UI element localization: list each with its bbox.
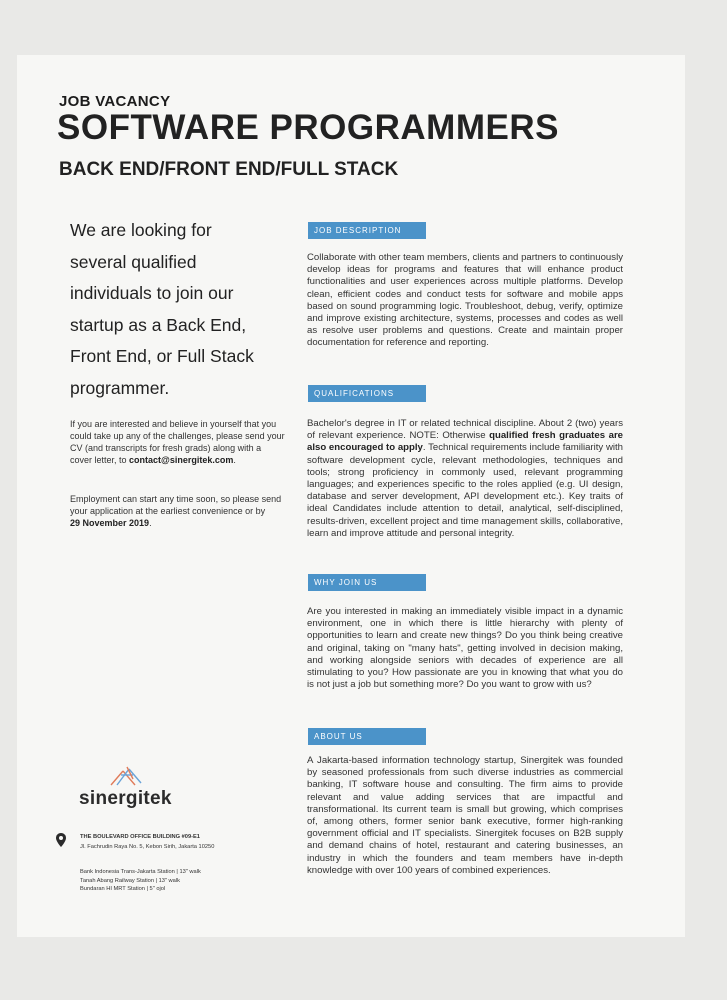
contact-email-link[interactable]: contact@sinergitek.com xyxy=(129,455,234,465)
office-street: Jl. Fachrudin Raya No. 5, Kebon Sirih, Jakarta 10250 xyxy=(80,844,215,850)
company-logo-wordmark: sinergitek xyxy=(79,788,172,809)
station-item: Tanah Abang Railway Station | 13" walk xyxy=(80,877,180,884)
section-heading-about-us: ABOUT US xyxy=(308,728,426,745)
vacancy-flyer xyxy=(17,55,685,937)
application-deadline: 29 November 2019 xyxy=(70,518,150,528)
station-item: Bundaran HI MRT Station | 5" ojol xyxy=(80,886,166,892)
location-pin-icon xyxy=(56,833,66,847)
page-title: SOFTWARE PROGRAMMERS xyxy=(57,108,559,147)
office-building: THE BOULEVARD OFFICE BUILDING #09-E1 xyxy=(80,834,200,840)
why-join-us-text: Are you interested in making an immediately visible impact in a dynamic environment, one in which there is little hierarchy with plenty of opportunities to learn and create new things? Do you think being creative and original, taking on "many hats", getting involved in decision making, and working alongside seniors with decades of experience are all stimulating to you? How passionate are you in knowing that what you do is not just a job but something more? Do you want to grow with us? xyxy=(307,606,623,691)
about-us-text: A Jakarta-based information technology startup, Sinergitek was founded by seasoned professionals from such diverse industries as commercial banking, IT software house and consulting. The firm aims to provide relevant and value adding services that are impactful and transformational. Its current team is small but growing, which comprises of, among others, former senior bank executive, former high-ranking government official and IT specialists. Sinergitek focuses on B2B supply and demand chains of hotel, restaurant and catering businesses, an industry in which the founders and team members have in-depth knowledge with over 100 years of combined experiences. xyxy=(307,755,623,876)
section-heading-job-description: JOB DESCRIPTION xyxy=(308,222,426,239)
qualifications-text: Bachelor's degree in IT or related technical discipline. About 2 (two) years of relevant experience. NOTE: Otherwise qualified fresh graduates are also encouraged to apply. Technical requirements include familiarity with software development cycle, relevant methodologies, techniques and tools; strong proficiency in commonly used, relevant programming languages; and experiences specific to the roles applied (e.g. UI design, database and server development, API development etc.). Key traits of ideal Candidates include attention to detail, analytical, self-disciplined, results-driven, excellent project and time management skills, collaborative, learn and improve attitude and personal integrity. xyxy=(307,418,624,539)
section-heading-why-join-us: WHY JOIN US xyxy=(308,574,426,591)
intro-statement xyxy=(70,215,290,404)
intro-line: startup as a Back End, xyxy=(70,314,247,335)
nearby-stations xyxy=(80,868,330,894)
intro-line: Front End, or Full Stack xyxy=(70,346,254,366)
job-description-text: Collaborate with other team members, clients and partners to continuously develop ideas for programs and features that will enhance product functionalities and user experiences across multiple platforms. Develop clean, efficient codes and conduct tests for software and mobile apps based on sound programming logic. Troubleshoot, debug, verify, optimize and improve existing architecture, systems, processes and codes as well as resolve user problems and questions. Create and maintain proper documentation for reference and reporting. xyxy=(307,252,623,349)
fresh-graduates-note: qualified fresh graduates are also encouraged to apply xyxy=(307,430,624,454)
apply-text: If you are interested and believe in yourself that you could take up any of the challenges, please send your CV (and transcripts for fresh grads) along with a cover letter, to xyxy=(70,419,285,465)
intro-line: programmer. xyxy=(70,377,170,398)
application-instructions: If you are interested and believe in yourself that you could take up any of the challenges, please send your CV (and transcripts for fresh grads) along with a cover letter, to contact@sinergitek.com. xyxy=(70,419,285,465)
employment-start-note: Employment can start any time soon, so please send your application at the earliest convenience or by 29 November 2019. xyxy=(70,494,282,528)
station-item: Bank Indonesia Trans-Jakarta Station | 13" walk xyxy=(80,869,201,875)
job-vacancy-label: JOB VACANCY xyxy=(59,93,171,110)
section-heading-qualifications: QUALIFICATIONS xyxy=(308,385,426,402)
intro-line: We are looking for xyxy=(70,220,212,240)
intro-line: several qualified xyxy=(70,251,197,272)
page-subtitle: BACK END/FRONT END/FULL STACK xyxy=(59,159,399,180)
office-address xyxy=(80,832,330,852)
employment-text: Employment can start any time soon, so please send your application at the earliest convenience or by xyxy=(70,494,282,516)
intro-line: individuals to join our xyxy=(70,283,234,303)
